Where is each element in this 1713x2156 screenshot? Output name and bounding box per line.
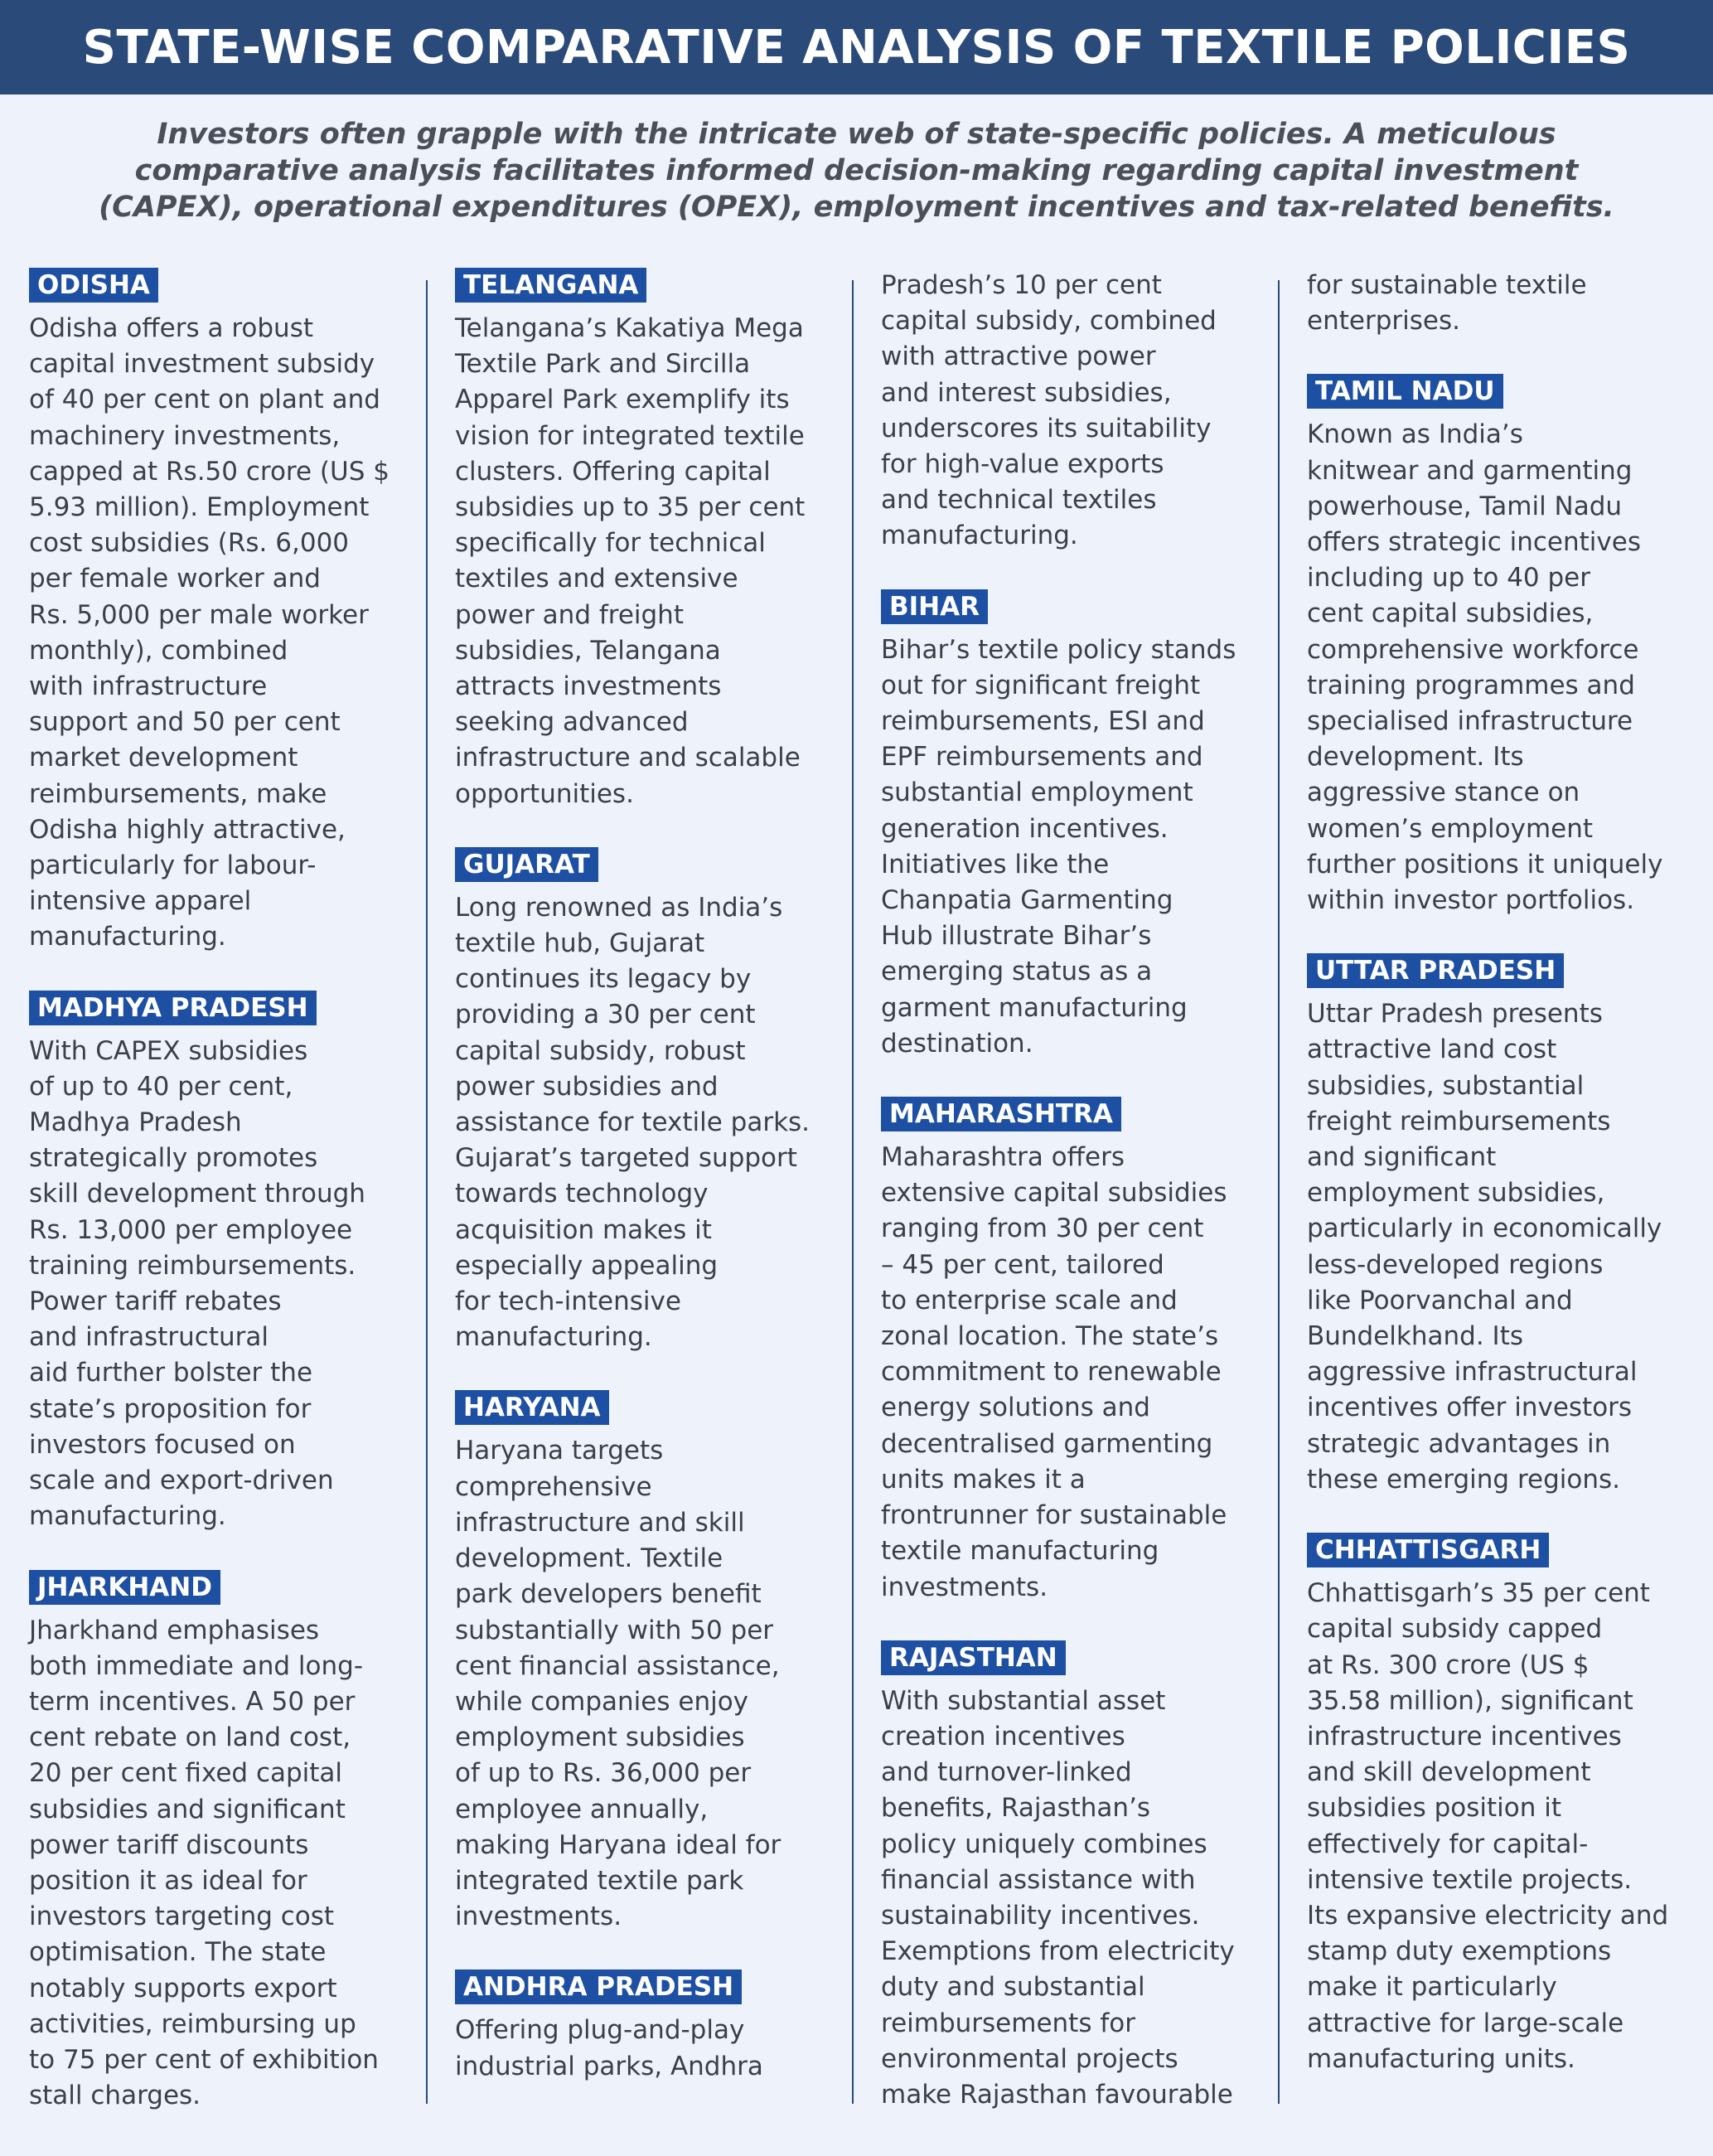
state-text-andhra-pradesh-continued: Pradesh’s 10 per cent capital subsidy, combined with attractive power and interest subsidies, underscores its suitability for high-value exports and technical textiles manufacturing. xyxy=(881,270,1217,551)
state-text-gujarat: Long renowned as India’s textile hub, Gujarat continues its legacy by providing a 30 per cent capital subsidy, robust power subsidies and assistance for textile parks. Gujarat’s targeted support towards technology acquisition makes it especially appealing for tech-intensive manufacturing. xyxy=(455,892,811,1353)
column-2 xyxy=(455,268,836,2120)
page-header xyxy=(0,0,1713,94)
column-divider xyxy=(426,280,428,2104)
state-text-tamil-nadu: Known as India’s knitwear and garmenting powerhouse, Tamil Nadu offers strategic incentives including up to 40 per cent capital subsidies, comprehensive workforce training programmes and specialised infrastructure development. Its aggressive stance on women’s employment further positions it uniquely within investor portfolios. xyxy=(1307,419,1663,916)
state-text-haryana: Haryana targets comprehensive infrastructure and skill development. Textile park developers benefit substantially with 50 per cent financial assistance, while companies enjoy employment subsidies of up to Rs. 36,000 per employee annually, making Haryana ideal for integrated textile park investments. xyxy=(455,1436,781,1932)
section-jharkhand xyxy=(29,1570,410,2115)
section-maharashtra xyxy=(881,1097,1262,1606)
column-4 xyxy=(1307,268,1688,2112)
state-label-haryana: HARYANA xyxy=(455,1390,609,1425)
column-divider xyxy=(1278,280,1280,2104)
section-bihar xyxy=(881,589,1262,1062)
column-1 xyxy=(29,268,410,2149)
section-haryana xyxy=(455,1390,836,1935)
state-label-telangana: TELANGANA xyxy=(455,268,646,303)
state-text-jharkhand: Jharkhand emphasises both immediate and long- term incentives. A 50 per cent rebate on land cost, 20 per cent fixed capital subsidies and significant power tariff discounts position it as ideal for investors targeting cost optimisation. The state notably supports export activities, reimbursing up to 75 per cent of exhibition stall charges. xyxy=(29,1615,379,2111)
state-text-uttar-pradesh: Uttar Pradesh presents attractive land cost subsidies, substantial freight reimbursements and significant employment subsidies, particularly in economically less-developed regions like Poorvanchal and Bundelkhand. Its aggressive infrastructural incentives offer investors strategic advantages in these emerging regions. xyxy=(1307,999,1662,1495)
state-label-chhattisgarh: CHHATTISGARH xyxy=(1307,1533,1549,1567)
section-andhra-pradesh xyxy=(455,1969,836,2084)
state-text-bihar: Bihar’s textile policy stands out for significant freight reimbursements, ESI and EPF reimbursements and substantial employment generation incentives. Initiatives like the Chanpatia Garmenting Hub illustrate Bihar’s emerging status as a garment manufacturing destination. xyxy=(881,634,1236,1059)
state-text-maharashtra: Maharashtra offers extensive capital subsidies ranging from 30 per cent – 45 per cent, tailored to enterprise scale and zonal location. The state’s commitment to renewable energy solutions and decentralised garmenting units makes it a frontrunner for sustainable textile manufacturing investments. xyxy=(881,1142,1227,1602)
column-divider xyxy=(852,280,854,2104)
state-text-chhattisgarh: Chhattisgarh’s 35 per cent capital subsidy capped at Rs. 300 crore (US $ 35.58 million), significant infrastructure incentives and skill development subsidies position it effectively for capital- intensive textile projects. Its expansive electricity and stamp duty exemptions make it particularly attractive for large-scale manufacturing units. xyxy=(1307,1578,1669,2074)
section-rajasthan xyxy=(881,1640,1262,2113)
state-text-rajasthan: With substantial asset creation incentives and turnover-linked benefits, Rajasthan’s policy uniquely combines financial assistance with sustainability incentives. Exemptions from electricity duty and substantial reimbursements for environmental projects make Rajasthan favourable xyxy=(881,1685,1235,2110)
section-chhattisgarh xyxy=(1307,1533,1688,2077)
state-text-telangana: Telangana’s Kakatiya Mega Textile Park and Sircilla Apparel Park exemplify its vision for integrated textile clusters. Offering capital subsidies up to 35 per cent specifically for technical textiles and extensive power and freight subsidies, Telangana attracts investments seeking advanced infrastructure and scalable opportunities. xyxy=(455,313,806,809)
state-text-rajasthan-continued: for sustainable textile enterprises. xyxy=(1307,270,1587,337)
state-label-gujarat: GUJARAT xyxy=(455,847,598,882)
state-label-rajasthan: RAJASTHAN xyxy=(881,1640,1066,1675)
state-label-uttar-pradesh: UTTAR PRADESH xyxy=(1307,953,1564,988)
section-odisha xyxy=(29,268,410,956)
section-uttar-pradesh xyxy=(1307,953,1688,1498)
state-label-jharkhand: JHARKHAND xyxy=(29,1570,220,1605)
section-tamil-nadu xyxy=(1307,374,1688,918)
state-text-madhya-pradesh: With CAPEX subsidies of up to 40 per cent, Madhya Pradesh strategically promotes skill development through Rs. 13,000 per employee training reimbursements. Power tariff rebates and infrastructural aid further bolster the state’s proposition for investors focused on scale and export-driven manufacturing. xyxy=(29,1035,365,1532)
page-title: STATE-WISE COMPARATIVE ANALYSIS OF TEXTILE POLICIES xyxy=(82,20,1631,75)
column-3 xyxy=(881,268,1262,2148)
state-text-andhra-pradesh: Offering plug-and-play industrial parks, Andhra xyxy=(455,2015,763,2081)
state-text-odisha: Odisha offers a robust capital investment subsidy of 40 per cent on plant and machinery investments, capped at Rs.50 crore (US $ 5.93 million). Employment cost subsidies (Rs. 6,000 per female worker and Rs. 5,000 per male worker monthly), combined with infrastructure support and 50 per cent market development reimbursements, make Odisha highly attractive, particularly for labour- intensive apparel manufacturing. xyxy=(29,313,390,952)
state-label-maharashtra: MAHARASHTRA xyxy=(881,1097,1121,1131)
state-label-andhra-pradesh: ANDHRA PRADESH xyxy=(455,1969,742,2004)
section-madhya-pradesh xyxy=(29,991,410,1535)
intro-paragraph: Investors often grapple with the intricate web of state-specific policies. A meticulous comparative analysis facilitates informed decision-making regarding capital investment (CAPEX), operational expenditures (OPEX), employment incentives and tax-related benefits. xyxy=(99,118,1614,224)
state-label-tamil-nadu: TAMIL NADU xyxy=(1307,374,1503,409)
state-label-bihar: BIHAR xyxy=(881,589,988,624)
state-label-odisha: ODISHA xyxy=(29,268,158,303)
state-label-madhya-pradesh: MADHYA PRADESH xyxy=(29,991,317,1025)
section-telangana xyxy=(455,268,836,812)
section-gujarat xyxy=(455,847,836,1356)
